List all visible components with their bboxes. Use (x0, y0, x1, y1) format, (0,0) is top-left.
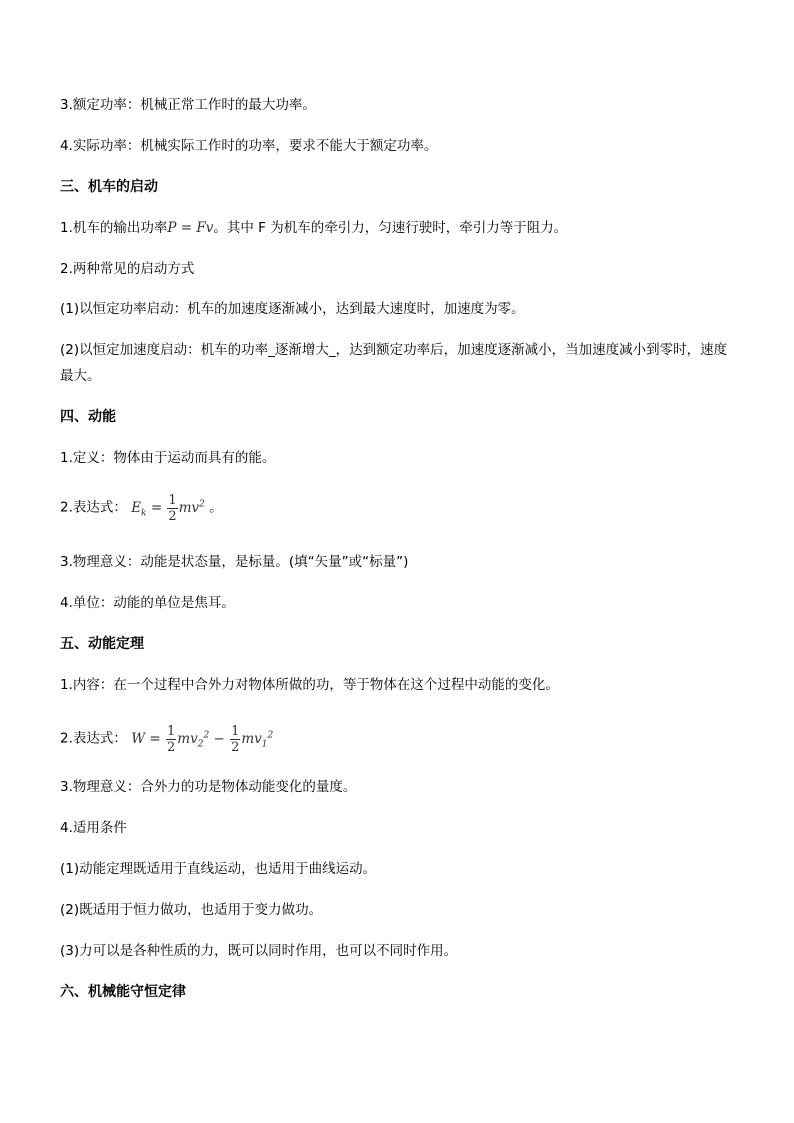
text-line-conditions: 4.适用条件 (60, 820, 127, 836)
text-fragment: 1.机车的输出功率 (60, 220, 168, 236)
text-line-content: 1.内容：在一个过程中合外力对物体所做的功，等于物体在这个过程中动能的变化。 (60, 677, 559, 693)
text-line-meaning: 3.物理意义：合外力的功是物体动能变化的量度。 (60, 779, 357, 795)
text-line-condition-1: (1)动能定理既适用于直线运动，也适用于曲线运动。 (60, 861, 377, 877)
formula-superscript: 2 (199, 499, 205, 509)
formula-symbol: mv (241, 730, 262, 747)
fraction-half (167, 493, 177, 524)
formula-symbol: − (213, 730, 225, 747)
formula-symbol: mv (178, 499, 200, 516)
formula-symbol: mv (177, 730, 198, 747)
text-line-ek-expression (60, 491, 223, 526)
formula-work-energy (131, 723, 274, 755)
formula-symbol: E (131, 499, 142, 516)
formula-symbol: = (149, 730, 161, 747)
formula-p-fv: P = Fv (167, 220, 214, 236)
text-line-actual-power: 4.实际功率：机械实际工作时的功率，要求不能大于额定功率。 (60, 138, 438, 154)
text-fragment: 2.表达式： (60, 730, 127, 747)
fraction-denominator: 2 (166, 739, 176, 755)
section-heading-work-energy-theorem: 五、动能定理 (60, 636, 144, 652)
text-line-constant-power: (1)以恒定功率启动：机车的加速度逐渐减小，达到最大速度时，加速度为零。 (60, 301, 525, 317)
formula-symbol: = (150, 499, 163, 516)
text-line-unit: 4.单位：动能的单位是焦耳。 (60, 595, 235, 611)
section-heading-kinetic-energy: 四、动能 (60, 409, 116, 425)
formula-superscript: 2 (267, 730, 274, 740)
formula-subscript: 2 (197, 739, 204, 750)
formula-superscript: 2 (203, 730, 210, 740)
section-heading-mechanical-energy: 六、机械能守恒定律 (60, 984, 186, 1000)
text-line-rated-power: 3.额定功率：机械正常工作时的最大功率。 (60, 97, 316, 113)
text-fragment: 。 (209, 499, 223, 516)
text-line-work-expression (60, 722, 273, 757)
fraction-denominator: 2 (231, 739, 240, 755)
text-line-condition-2: (2)既适用于恒力做功，也适用于变力做功。 (60, 902, 323, 918)
formula-symbol: W (131, 730, 146, 747)
fraction-half (166, 724, 176, 755)
text-line-physical-meaning: 3.物理意义：动能是状态量，是标量。(填“矢量”或“标量”) (60, 554, 409, 570)
fraction-denominator: 2 (168, 508, 177, 524)
fraction-numerator: 1 (168, 492, 177, 508)
text-line-output-power (60, 215, 567, 241)
fraction-numerator: 1 (166, 723, 176, 739)
section-heading-locomotive-start: 三、机车的启动 (60, 179, 158, 195)
text-line-definition: 1.定义：物体由于运动而具有的能。 (60, 450, 276, 466)
fraction-half (230, 724, 240, 755)
text-fragment: 2.表达式： (60, 499, 127, 516)
formula-subscript: k (141, 508, 147, 519)
text-line-start-modes: 2.两种常见的启动方式 (60, 261, 195, 277)
formula-kinetic-energy (131, 492, 209, 524)
text-fragment: 。其中 F 为机车的牵引力，匀速行驶时，牵引力等于阻力。 (213, 220, 568, 236)
formula-subscript: 1 (261, 739, 268, 750)
text-line-condition-3: (3)力可以是各种性质的力，既可以同时作用，也可以不同时作用。 (60, 943, 458, 959)
fraction-numerator: 1 (231, 723, 240, 739)
text-paragraph-constant-acceleration: (2)以恒定加速度启动：机车的功率_逐渐增大_，达到额定功率后，加速度逐渐减小，当加速度减小到零时，速度最大。 (60, 342, 728, 384)
